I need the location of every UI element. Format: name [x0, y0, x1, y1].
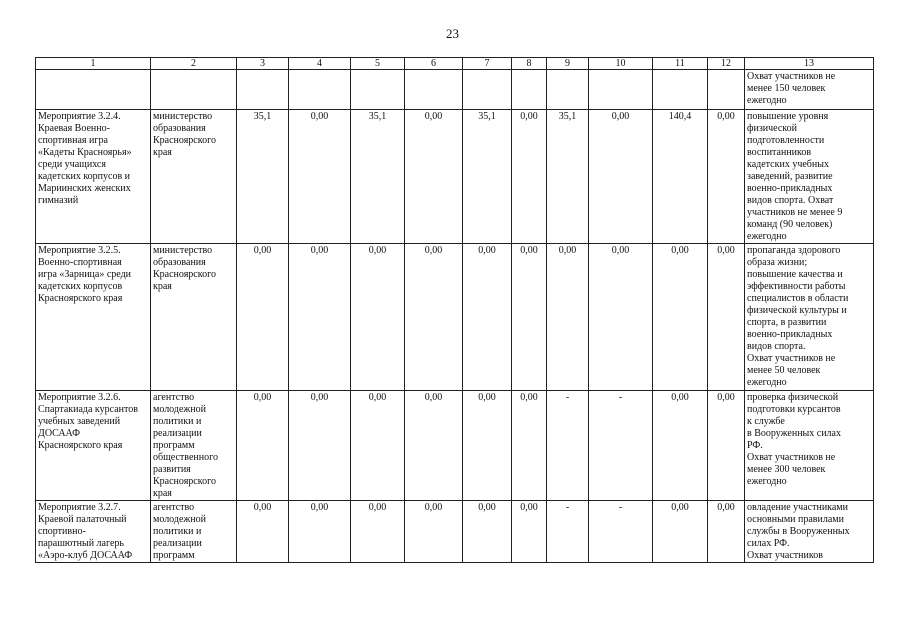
activity-cell: [36, 70, 151, 110]
table-row: [36, 110, 874, 244]
column-header: 13: [745, 58, 874, 70]
activity-cell: Мероприятие 3.2.7. Краевой палаточный спортивно- парашютный лагерь «Аэро-клуб ДОСААФ: [36, 501, 151, 563]
column-header: 7: [463, 58, 512, 70]
value-cell: [405, 70, 463, 110]
value-cell: [237, 70, 289, 110]
value-cell: 140,4: [653, 110, 708, 244]
value-cell: 0,00: [351, 501, 405, 563]
page-number: 23: [446, 26, 459, 41]
value-cell: 0,00: [708, 391, 745, 501]
responsible-cell: министерство образования Красноярского края: [151, 110, 237, 244]
column-number-header: [36, 58, 874, 70]
value-cell: 0,00: [653, 501, 708, 563]
result-cell: овладение участниками основными правилами службы в Вооруженных силах РФ. Охват участников: [745, 501, 874, 563]
value-cell: 0,00: [351, 244, 405, 391]
value-cell: -: [589, 391, 653, 501]
value-cell: 35,1: [351, 110, 405, 244]
column-header: 3: [237, 58, 289, 70]
activity-cell: Мероприятие 3.2.6. Спартакиада курсантов учебных заведений ДОСААФ Красноярского края: [36, 391, 151, 501]
value-cell: 0,00: [547, 244, 589, 391]
value-cell: [708, 70, 745, 110]
value-cell: 0,00: [708, 501, 745, 563]
value-cell: 0,00: [512, 244, 547, 391]
value-cell: 0,00: [237, 391, 289, 501]
value-cell: [289, 70, 351, 110]
value-cell: 0,00: [653, 244, 708, 391]
value-cell: [653, 70, 708, 110]
value-cell: 0,00: [512, 501, 547, 563]
result-cell: пропаганда здорового образа жизни; повышение качества и эффективности работы специалистов в области физической культуры и спорта, в развитии военно-прикладных видов спорта. Охват участников не менее 50 человек ежегодно: [745, 244, 874, 391]
activity-cell: Мероприятие 3.2.4. Краевая Военно- спортивная игра «Кадеты Красноярья» среди учащихся кадетских корпусов и Мариинских женских гимназий: [36, 110, 151, 244]
value-cell: 0,00: [289, 110, 351, 244]
result-cell: Охват участников не менее 150 человек ежегодно: [745, 70, 874, 110]
value-cell: 35,1: [463, 110, 512, 244]
responsible-cell: агентство молодежной политики и реализации программ: [151, 501, 237, 563]
value-cell: 35,1: [237, 110, 289, 244]
column-header: 4: [289, 58, 351, 70]
value-cell: -: [547, 501, 589, 563]
responsible-cell: агентство молодежной политики и реализации программ общественного развития Красноярского края: [151, 391, 237, 501]
table-row: [36, 501, 874, 563]
value-cell: 0,00: [405, 110, 463, 244]
value-cell: 0,00: [405, 244, 463, 391]
responsible-cell: [151, 70, 237, 110]
value-cell: 0,00: [708, 110, 745, 244]
value-cell: -: [589, 501, 653, 563]
value-cell: [463, 70, 512, 110]
activity-cell: Мероприятие 3.2.5. Военно-спортивная игра «Зарница» среди кадетских корпусов Красноярского края: [36, 244, 151, 391]
value-cell: 0,00: [589, 110, 653, 244]
column-header: 2: [151, 58, 237, 70]
value-cell: 35,1: [547, 110, 589, 244]
value-cell: [547, 70, 589, 110]
column-header: 6: [405, 58, 463, 70]
program-activities-table: [35, 57, 874, 563]
table-row: [36, 244, 874, 391]
column-header: 11: [653, 58, 708, 70]
value-cell: 0,00: [237, 244, 289, 391]
responsible-cell: министерство образования Красноярского края: [151, 244, 237, 391]
value-cell: 0,00: [463, 391, 512, 501]
value-cell: 0,00: [289, 244, 351, 391]
value-cell: [589, 70, 653, 110]
value-cell: 0,00: [463, 244, 512, 391]
value-cell: 0,00: [512, 110, 547, 244]
value-cell: 0,00: [237, 501, 289, 563]
value-cell: -: [547, 391, 589, 501]
value-cell: 0,00: [289, 391, 351, 501]
result-cell: проверка физической подготовки курсантов к службе в Вооруженных силах РФ. Охват участников не менее 300 человек ежегодно: [745, 391, 874, 501]
value-cell: 0,00: [351, 391, 405, 501]
column-header: 5: [351, 58, 405, 70]
value-cell: 0,00: [405, 501, 463, 563]
column-header: 1: [36, 58, 151, 70]
value-cell: 0,00: [463, 501, 512, 563]
value-cell: 0,00: [512, 391, 547, 501]
column-header: 8: [512, 58, 547, 70]
value-cell: 0,00: [708, 244, 745, 391]
value-cell: 0,00: [653, 391, 708, 501]
column-header: 9: [547, 58, 589, 70]
column-header: 10: [589, 58, 653, 70]
table-row: [36, 391, 874, 501]
value-cell: [351, 70, 405, 110]
column-header: 12: [708, 58, 745, 70]
value-cell: 0,00: [405, 391, 463, 501]
value-cell: 0,00: [289, 501, 351, 563]
value-cell: 0,00: [589, 244, 653, 391]
table-row-continuation: [36, 70, 874, 110]
result-cell: повышение уровня физической подготовленности воспитанников кадетских учебных заведений, развитие военно-прикладных видов спорта. Охват участников не менее 9 команд (90 человек) ежегодно: [745, 110, 874, 244]
value-cell: [512, 70, 547, 110]
